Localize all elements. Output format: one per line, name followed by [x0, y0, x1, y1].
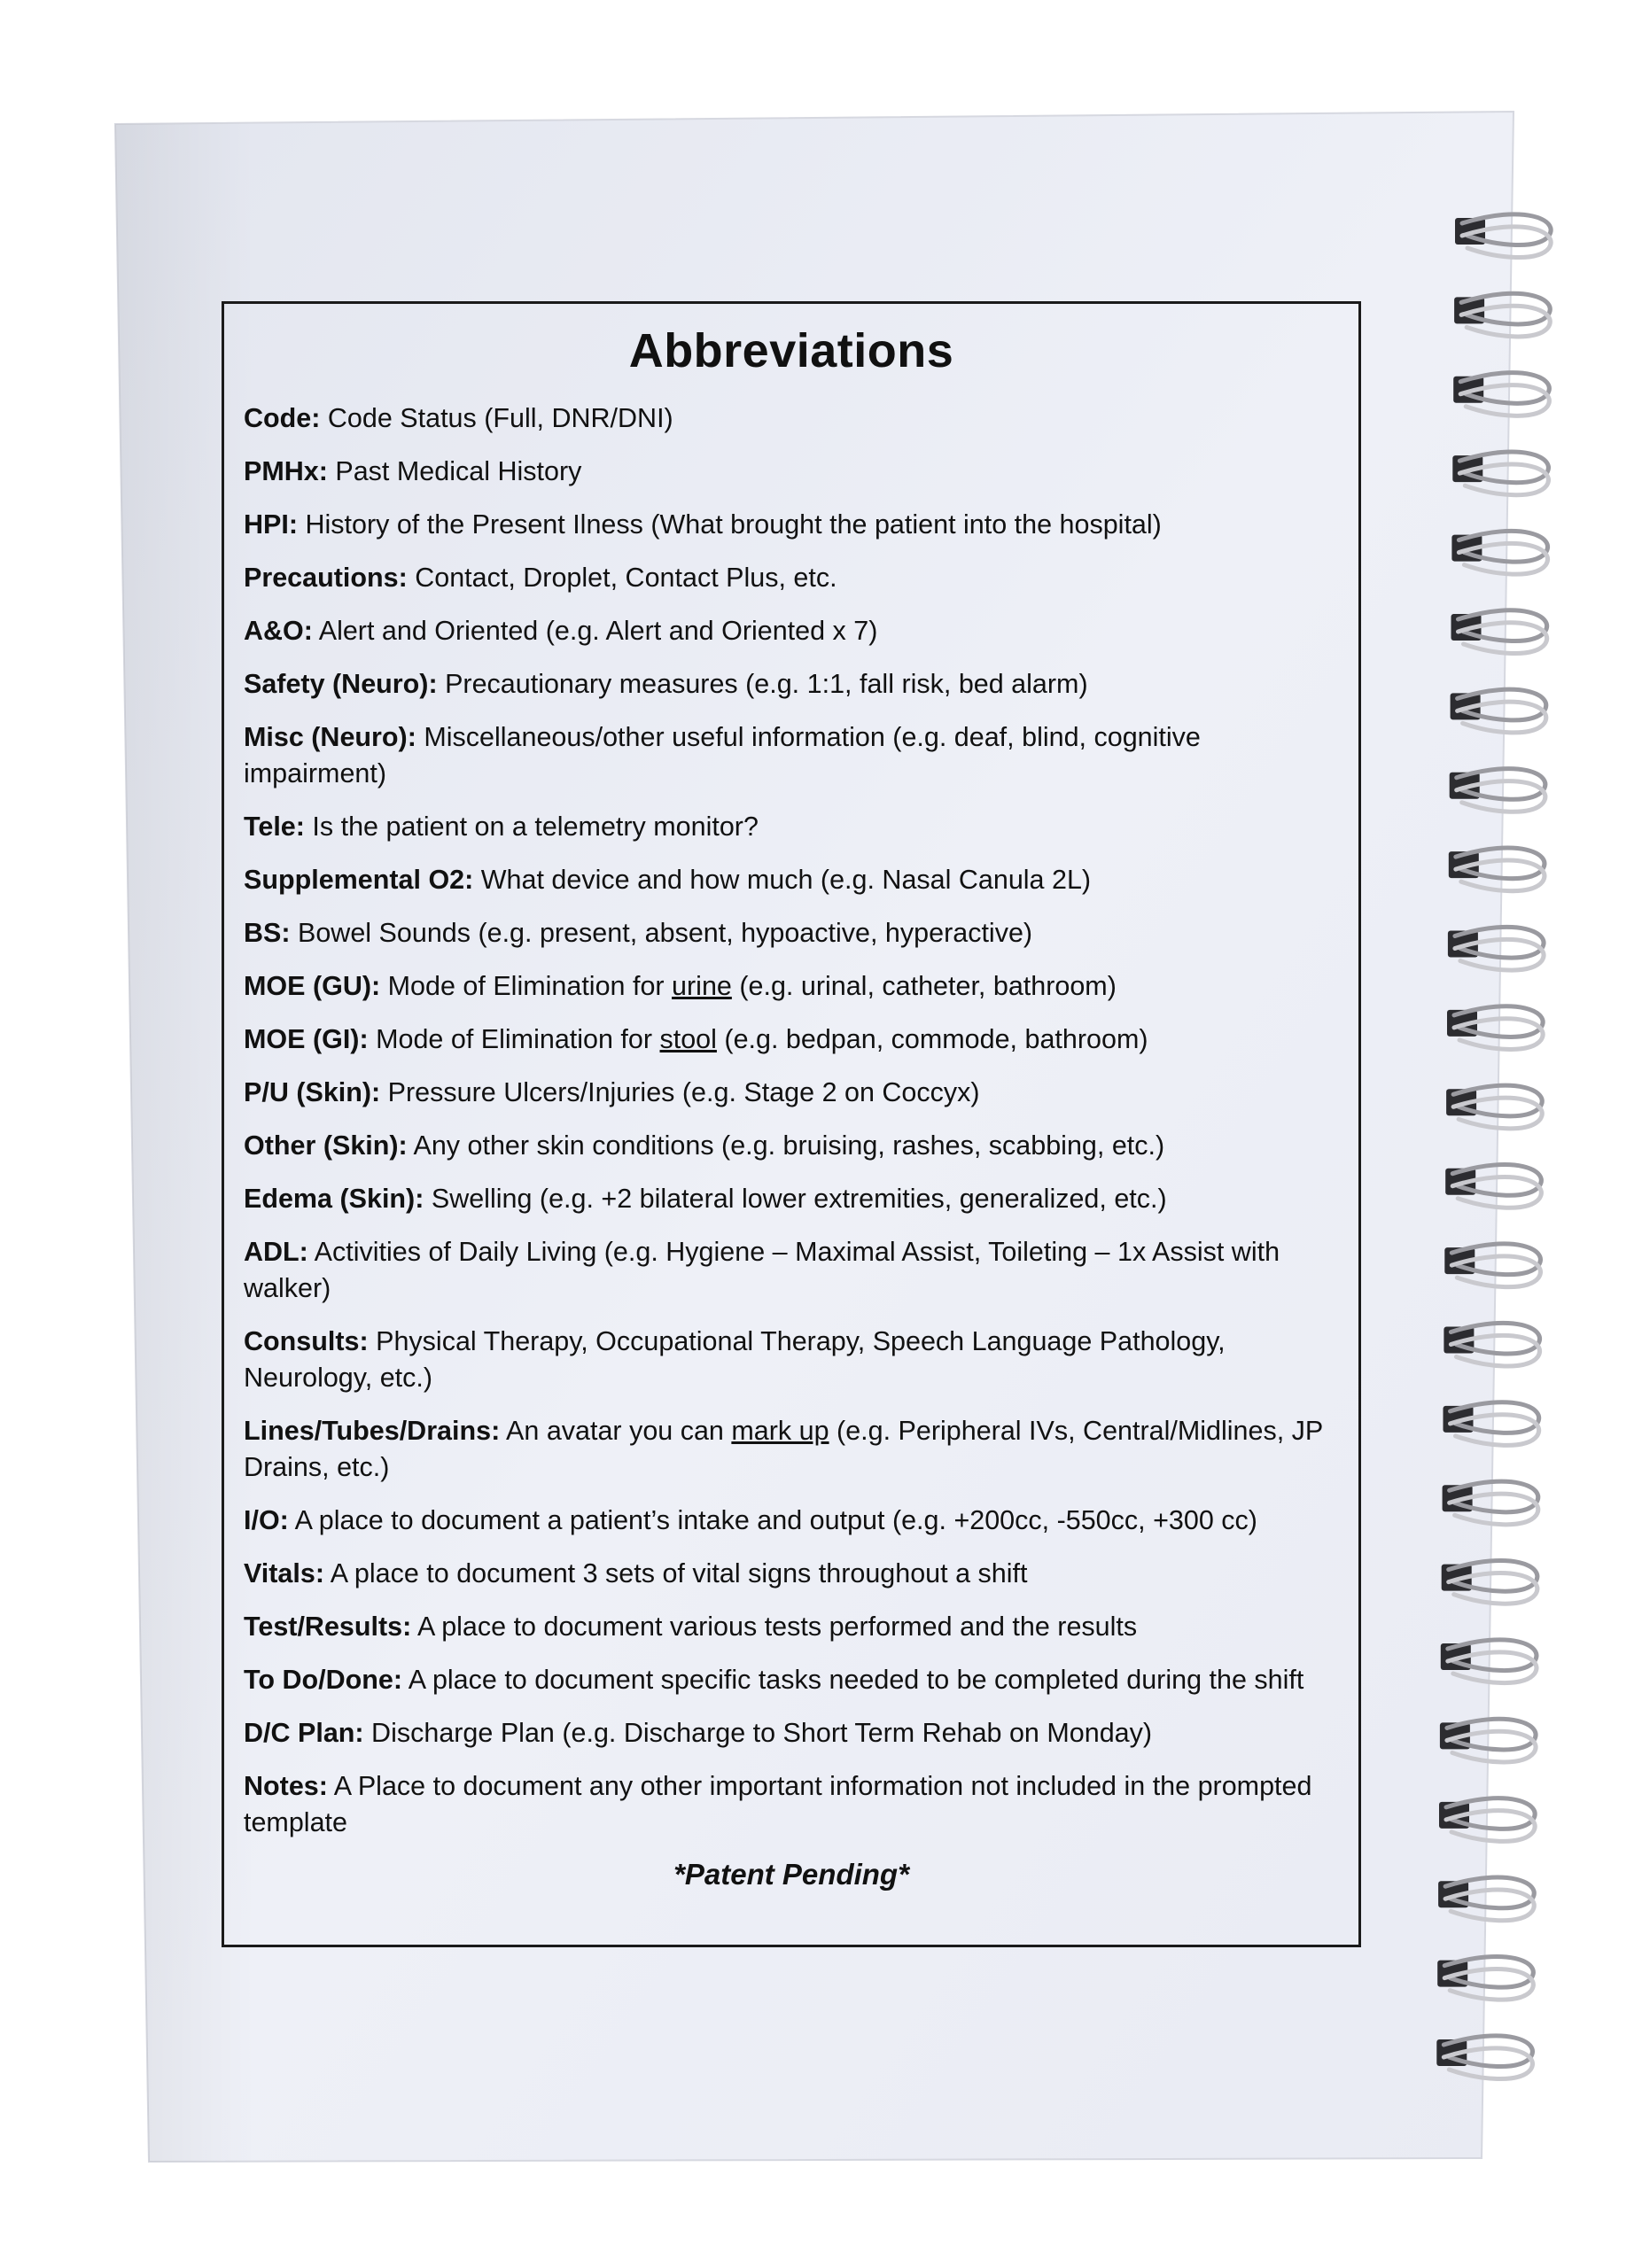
abbreviation-term: ADL:	[244, 1237, 308, 1268]
abbreviation-description: A place to document a patient’s intake and output (e.g. +200cc, -550cc, +300 cc)	[288, 1505, 1257, 1536]
underlined-word: mark up	[731, 1416, 829, 1447]
spiral-coil-icon	[1446, 1085, 1542, 1129]
abbreviation-description: A Place to document any other important information not included in the prompted template	[244, 1771, 1312, 1838]
spiral-coil-icon	[1450, 769, 1545, 812]
abbreviation-term: I/O:	[244, 1505, 289, 1536]
abbreviation-description: Activities of Daily Living (e.g. Hygiene – Maximal Assist, Toileting – 1x Assist with walker)	[244, 1237, 1280, 1304]
abbreviation-description: Miscellaneous/other useful information (e.g. deaf, blind, cognitive impairment)	[244, 722, 1201, 789]
abbreviation-term: Tele:	[244, 812, 305, 843]
abbreviation-description: Precautionary measures (e.g. 1:1, fall risk, bed alarm)	[437, 669, 1088, 700]
abbreviation-term: Misc (Neuro):	[244, 722, 416, 753]
abbreviation-description: Discharge Plan (e.g. Discharge to Short Term Rehab on Monday)	[363, 1718, 1153, 1749]
patent-pending-note: *Patent Pending*	[673, 1858, 909, 1891]
abbreviation-description: What device and how much (e.g. Nasal Canula 2L)	[473, 865, 1092, 896]
abbreviation-description: (e.g. bedpan, commode, bathroom)	[716, 1024, 1148, 1055]
abbreviation-term: Code:	[244, 403, 321, 434]
abbreviation-description: Physical Therapy, Occupational Therapy, Speech Language Pathology, Neurology, etc.)	[244, 1326, 1226, 1394]
abbreviations-box	[222, 301, 1361, 1947]
abbreviation-term: MOE (GU):	[244, 971, 381, 1002]
abbreviation-entry	[244, 1324, 1339, 1396]
abbreviation-term: Edema (Skin):	[244, 1184, 424, 1215]
abbreviation-entry	[244, 1413, 1339, 1486]
abbreviation-description: Any other skin conditions (e.g. bruising, rashes, scabbing, etc.)	[407, 1130, 1165, 1161]
abbreviation-entry	[244, 1021, 1339, 1058]
abbreviation-description: Mode of Elimination for	[368, 1024, 660, 1055]
abbreviation-entry	[244, 560, 1339, 596]
abbreviation-entry	[244, 719, 1339, 792]
abbreviation-description: A place to document specific tasks needed to be completed during the shift	[402, 1665, 1304, 1696]
spiral-coil-icon	[1444, 1323, 1539, 1366]
abbreviation-term: P/U (Skin):	[244, 1077, 381, 1108]
abbreviation-entry	[244, 862, 1339, 898]
abbreviation-term: To Do/Done:	[244, 1665, 403, 1696]
spiral-coil-icon	[1437, 1956, 1533, 2000]
abbreviation-entry	[244, 666, 1339, 703]
spiral-coil-icon	[1452, 452, 1548, 495]
abbreviation-description: Is the patient on a telemetry monitor?	[304, 812, 759, 843]
spiral-coil-icon	[1453, 373, 1549, 416]
spiral-coil-icon	[1439, 1798, 1535, 1842]
abbreviation-term: Notes:	[244, 1771, 328, 1802]
abbreviation-term: Test/Results:	[244, 1612, 412, 1643]
abbreviation-entry	[244, 1609, 1339, 1645]
abbreviation-term: A&O:	[244, 616, 313, 647]
abbreviation-entry	[244, 968, 1339, 1005]
spiral-coil-icon	[1448, 927, 1544, 970]
spiral-coil-icon	[1451, 531, 1547, 574]
abbreviations-list	[244, 400, 1339, 1841]
abbreviation-term: Vitals:	[244, 1558, 324, 1589]
spiral-coil-icon	[1447, 1006, 1543, 1050]
abbreviation-entry	[244, 915, 1339, 951]
underlined-word: stool	[659, 1024, 717, 1055]
spiral-coil-icon	[1451, 610, 1547, 654]
abbreviation-term: HPI:	[244, 509, 298, 540]
spiral-coil-icon	[1443, 1481, 1538, 1525]
abbreviation-description: (e.g. Peripheral IVs, Central/Midlines, JP Drains, etc.)	[244, 1416, 1323, 1483]
abbreviation-entry	[244, 1715, 1339, 1751]
spiral-coil-icon	[1451, 689, 1546, 733]
spiral-coil-icon	[1444, 1244, 1540, 1287]
abbreviation-term: Other (Skin):	[244, 1130, 408, 1161]
abbreviation-entry	[244, 613, 1339, 649]
spiral-coil-icon	[1442, 1561, 1537, 1604]
spiral-coil-icon	[1455, 214, 1551, 258]
spiral-coil-icon	[1454, 293, 1550, 337]
abbreviation-description: A place to document various tests performed and the results	[411, 1612, 1138, 1643]
abbreviation-description: A place to document 3 sets of vital signs throughout a shift	[323, 1558, 1028, 1589]
spiral-coil-icon	[1436, 2036, 1532, 2079]
abbreviation-description: Swelling (e.g. +2 bilateral lower extremities, generalized, etc.)	[424, 1184, 1167, 1215]
abbreviation-term: Lines/Tubes/Drains:	[244, 1416, 501, 1447]
abbreviation-term: Consults:	[244, 1326, 369, 1357]
abbreviation-term: Precautions:	[244, 563, 408, 594]
abbreviation-entry	[244, 1128, 1339, 1164]
abbreviation-description: An avatar you can	[500, 1416, 732, 1447]
spiral-coil-icon	[1440, 1719, 1536, 1762]
abbreviation-entry	[244, 1234, 1339, 1307]
abbreviation-term: Safety (Neuro):	[244, 669, 438, 700]
abbreviation-term: BS:	[244, 918, 291, 949]
abbreviation-description: Past Medical History	[327, 456, 582, 487]
abbreviation-entry	[244, 507, 1339, 543]
underlined-word: urine	[672, 971, 732, 1002]
spiral-coil-icon	[1438, 1877, 1534, 1921]
abbreviation-description: Mode of Elimination for	[380, 971, 673, 1002]
abbreviation-entry	[244, 400, 1339, 437]
abbreviation-entry	[244, 1075, 1339, 1111]
abbreviation-term: MOE (GI):	[244, 1024, 369, 1055]
abbreviation-entry	[244, 809, 1339, 845]
abbreviation-description: (e.g. urinal, catheter, bathroom)	[731, 971, 1117, 1002]
abbreviation-term: Supplemental O2:	[244, 865, 474, 896]
spiral-coil-icon	[1445, 1165, 1541, 1208]
spiral-coil-icon	[1441, 1640, 1537, 1683]
abbreviation-entry	[244, 1503, 1339, 1539]
abbreviation-description: History of the Present Ilness (What brought the patient into the hospital)	[298, 509, 1162, 540]
abbreviation-entry	[244, 1181, 1339, 1217]
abbreviation-entry	[244, 1768, 1339, 1841]
abbreviation-description: Contact, Droplet, Contact Plus, etc.	[407, 563, 837, 594]
abbreviation-entry	[244, 1556, 1339, 1592]
page-title: Abbreviations	[628, 324, 954, 377]
abbreviation-description: Alert and Oriented (e.g. Alert and Oriented x 7)	[312, 616, 878, 647]
spiral-coil-icon	[1444, 1402, 1539, 1446]
abbreviation-entry	[244, 1662, 1339, 1698]
abbreviation-term: D/C Plan:	[244, 1718, 364, 1749]
spiral-coil-icon	[1449, 848, 1545, 891]
abbreviation-term: PMHx:	[244, 456, 328, 487]
abbreviation-entry	[244, 454, 1339, 490]
abbreviation-description: Pressure Ulcers/Injuries (e.g. Stage 2 on Coccyx)	[380, 1077, 980, 1108]
abbreviation-description: Code Status (Full, DNR/DNI)	[320, 403, 673, 434]
abbreviation-description: Bowel Sounds (e.g. present, absent, hypoactive, hyperactive)	[290, 918, 1033, 949]
